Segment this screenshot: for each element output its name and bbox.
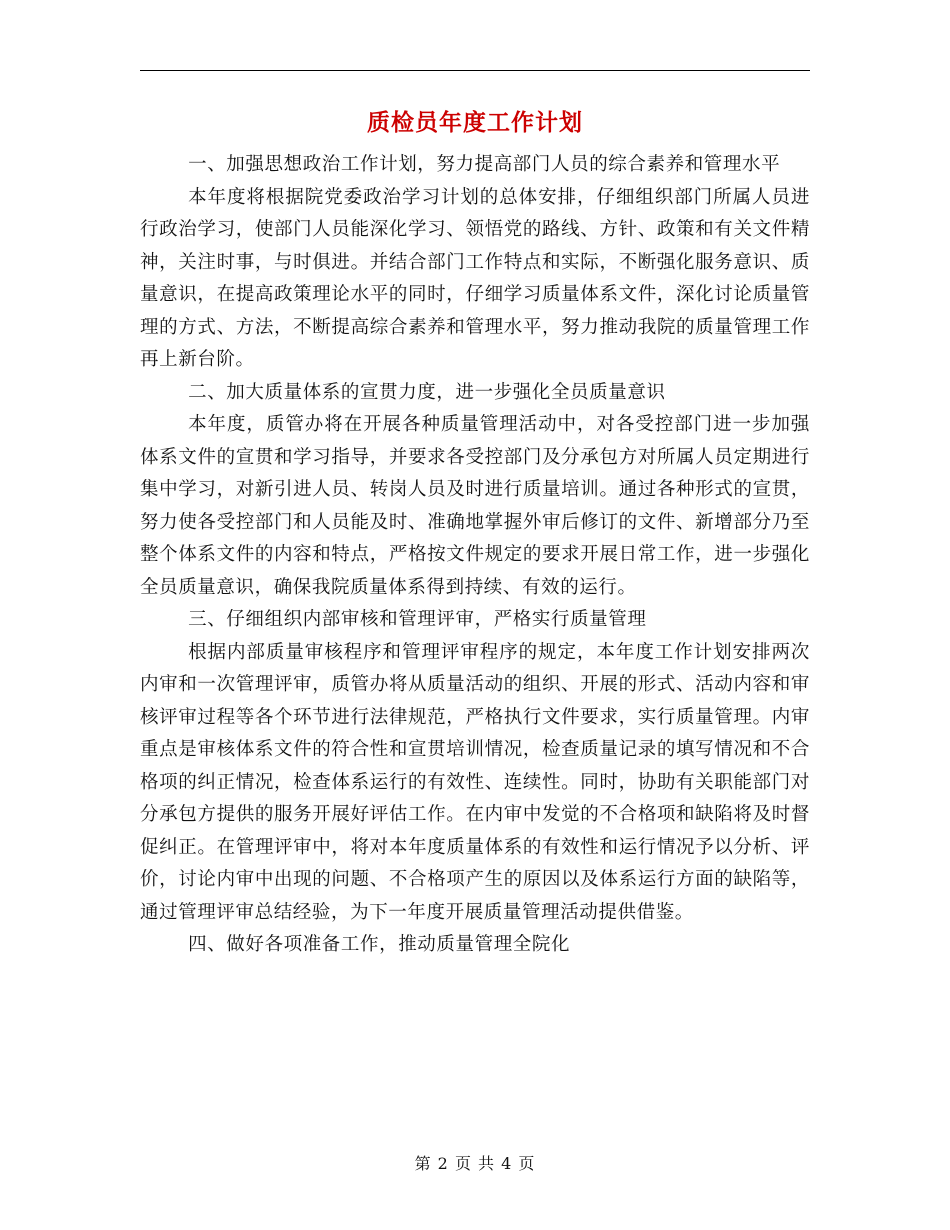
body-paragraph-3: 根据内部质量审核程序和管理评审程序的规定，本年度工作计划安排两次内审和一次管理评审，质管办将从质量活动的组织、开展的形式、活动内容和审核评审过程等各个环节进行法律规范，严格执行文件要求，实行质量管理。内审重点是审核体系文件的符合性和宣贯培训情况，检查质量记录的填写情况和不合格项的纠正情况，检查体系运行的有效性、连续性。同时，协助有关职能部门对分承包方提供的服务开展好评估工作。在内审中发觉的不合格项和缺陷将及时督促纠正。在管理评审中，将对本年度质量体系的有效性和运行情况予以分析、评价，讨论内审中出现的问题、不合格项产生的原因以及体系运行方面的缺陷等，通过管理评审总结经验，为下一年度开展质量管理活动提供借鉴。 xyxy=(140,641,810,923)
body-paragraph-1: 本年度将根据院党委政治学习计划的总体安排，仔细组织部门所属人员进行政治学习，使部门人员能深化学习、领悟党的路线、方针、政策和有关文件精神，关注时事，与时俱进。并结合部门工作特点和实际，不断强化服务意识、质量意识，在提高政策理论水平的同时，仔细学习质量体系文件，深化讨论质量管理的方式、方法，不断提高综合素养和管理水平，努力推动我院的质量管理工作再上新台阶。 xyxy=(140,186,810,370)
body-paragraph-2: 本年度，质管办将在开展各种质量管理活动中，对各受控部门进一步加强体系文件的宣贯和学习指导，并要求各受控部门及分承包方对所属人员定期进行集中学习，对新引进人员、转岗人员及时进行质量培训。通过各种形式的宣贯，努力使各受控部门和人员能及时、准确地掌握外审后修订的文件、新增部分乃至整个体系文件的内容和特点，严格按文件规定的要求开展日常工作，进一步强化全员质量意识，确保我院质量体系得到持续、有效的运行。 xyxy=(140,414,810,598)
section-heading-1: 一、加强思想政治工作计划，努力提高部门人员的综合素养和管理水平 xyxy=(188,154,781,175)
document-body xyxy=(140,149,810,962)
section-heading-4: 四、做好各项准备工作，推动质量管理全院化 xyxy=(188,934,571,955)
section-heading-2: 二、加大质量体系的宣贯力度，进一步强化全员质量意识 xyxy=(188,381,666,403)
page-number-footer: 第 2 页 共 4 页 xyxy=(414,1154,536,1173)
header-rule xyxy=(140,70,810,71)
document-title: 质检员年度工作计划 xyxy=(367,109,583,136)
section-heading-3: 三、仔细组织内部审核和管理评审，严格实行质量管理 xyxy=(188,609,647,630)
